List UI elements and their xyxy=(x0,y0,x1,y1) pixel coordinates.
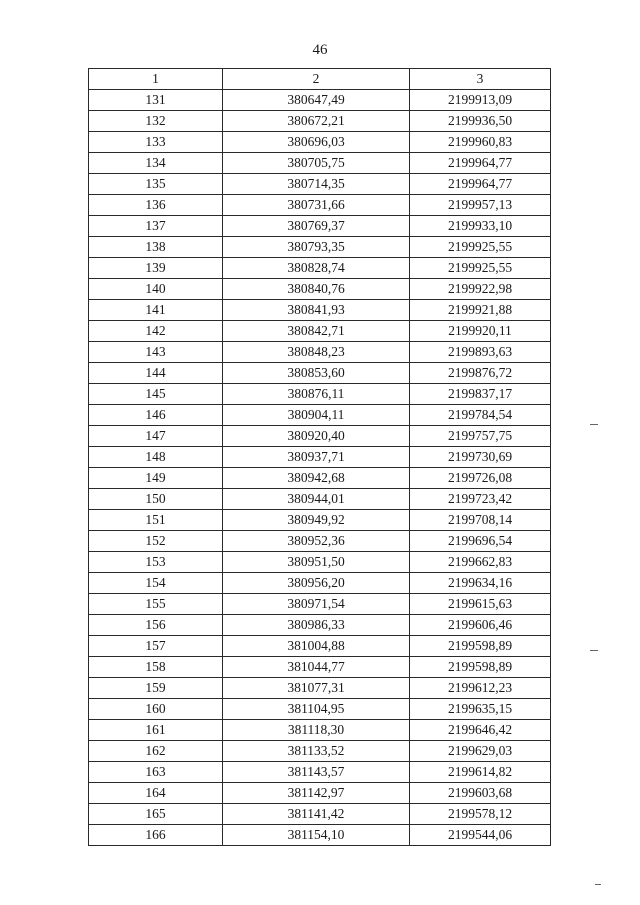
table-row xyxy=(89,237,551,258)
y-coordinate-cell: 2199913,09 xyxy=(410,90,551,111)
table-row xyxy=(89,258,551,279)
table-row xyxy=(89,552,551,573)
point-number-cell: 156 xyxy=(89,615,223,636)
x-coordinate-cell: 380841,93 xyxy=(223,300,410,321)
y-coordinate-cell: 2199893,63 xyxy=(410,342,551,363)
x-coordinate-cell: 381118,30 xyxy=(223,720,410,741)
point-number-cell: 149 xyxy=(89,468,223,489)
x-coordinate-cell: 380848,23 xyxy=(223,342,410,363)
y-coordinate-cell: 2199723,42 xyxy=(410,489,551,510)
y-coordinate-cell: 2199957,13 xyxy=(410,195,551,216)
table-row xyxy=(89,300,551,321)
table-row xyxy=(89,279,551,300)
coordinates-table xyxy=(88,68,551,846)
y-coordinate-cell: 2199603,68 xyxy=(410,783,551,804)
x-coordinate-cell: 380853,60 xyxy=(223,363,410,384)
table-row xyxy=(89,153,551,174)
x-coordinate-cell: 380949,92 xyxy=(223,510,410,531)
x-coordinate-cell: 380944,01 xyxy=(223,489,410,510)
point-number-cell: 141 xyxy=(89,300,223,321)
y-coordinate-cell: 2199921,88 xyxy=(410,300,551,321)
table-row xyxy=(89,216,551,237)
y-coordinate-cell: 2199920,11 xyxy=(410,321,551,342)
table-row xyxy=(89,384,551,405)
table-row xyxy=(89,510,551,531)
y-coordinate-cell: 2199696,54 xyxy=(410,531,551,552)
table-body xyxy=(89,90,551,846)
column-header: 2 xyxy=(223,69,410,90)
point-number-cell: 135 xyxy=(89,174,223,195)
y-coordinate-cell: 2199634,16 xyxy=(410,573,551,594)
x-coordinate-cell: 381044,77 xyxy=(223,657,410,678)
y-coordinate-cell: 2199544,06 xyxy=(410,825,551,846)
y-coordinate-cell: 2199784,54 xyxy=(410,405,551,426)
x-coordinate-cell: 380840,76 xyxy=(223,279,410,300)
edge-mark xyxy=(590,424,598,425)
table-row xyxy=(89,321,551,342)
x-coordinate-cell: 381143,57 xyxy=(223,762,410,783)
y-coordinate-cell: 2199936,50 xyxy=(410,111,551,132)
table-row xyxy=(89,405,551,426)
point-number-cell: 155 xyxy=(89,594,223,615)
point-number-cell: 139 xyxy=(89,258,223,279)
point-number-cell: 148 xyxy=(89,447,223,468)
y-coordinate-cell: 2199646,42 xyxy=(410,720,551,741)
page-number: 46 xyxy=(312,42,328,58)
point-number-cell: 150 xyxy=(89,489,223,510)
point-number-cell: 166 xyxy=(89,825,223,846)
table-row xyxy=(89,468,551,489)
y-coordinate-cell: 2199837,17 xyxy=(410,384,551,405)
y-coordinate-cell: 2199598,89 xyxy=(410,636,551,657)
edge-mark xyxy=(590,650,598,651)
y-coordinate-cell: 2199612,23 xyxy=(410,678,551,699)
y-coordinate-cell: 2199606,46 xyxy=(410,615,551,636)
y-coordinate-cell: 2199964,77 xyxy=(410,174,551,195)
y-coordinate-cell: 2199598,89 xyxy=(410,657,551,678)
x-coordinate-cell: 380937,71 xyxy=(223,447,410,468)
point-number-cell: 165 xyxy=(89,804,223,825)
table-row xyxy=(89,342,551,363)
table-row xyxy=(89,195,551,216)
point-number-cell: 134 xyxy=(89,153,223,174)
point-number-cell: 151 xyxy=(89,510,223,531)
table-row xyxy=(89,636,551,657)
y-coordinate-cell: 2199615,63 xyxy=(410,594,551,615)
x-coordinate-cell: 380951,50 xyxy=(223,552,410,573)
point-number-cell: 131 xyxy=(89,90,223,111)
y-coordinate-cell: 2199925,55 xyxy=(410,258,551,279)
table-row xyxy=(89,90,551,111)
point-number-cell: 161 xyxy=(89,720,223,741)
table-row xyxy=(89,783,551,804)
x-coordinate-cell: 380956,20 xyxy=(223,573,410,594)
table-row xyxy=(89,741,551,762)
x-coordinate-cell: 381004,88 xyxy=(223,636,410,657)
point-number-cell: 163 xyxy=(89,762,223,783)
point-number-cell: 162 xyxy=(89,741,223,762)
table-header-row xyxy=(89,69,551,90)
x-coordinate-cell: 381154,10 xyxy=(223,825,410,846)
y-coordinate-cell: 2199922,98 xyxy=(410,279,551,300)
table-row xyxy=(89,678,551,699)
y-coordinate-cell: 2199614,82 xyxy=(410,762,551,783)
table-row xyxy=(89,573,551,594)
x-coordinate-cell: 380672,21 xyxy=(223,111,410,132)
x-coordinate-cell: 381142,97 xyxy=(223,783,410,804)
table-row xyxy=(89,699,551,720)
y-coordinate-cell: 2199635,15 xyxy=(410,699,551,720)
table-row xyxy=(89,720,551,741)
point-number-cell: 132 xyxy=(89,111,223,132)
x-coordinate-cell: 380647,49 xyxy=(223,90,410,111)
table-row xyxy=(89,657,551,678)
y-coordinate-cell: 2199876,72 xyxy=(410,363,551,384)
point-number-cell: 137 xyxy=(89,216,223,237)
table-row xyxy=(89,426,551,447)
y-coordinate-cell: 2199662,83 xyxy=(410,552,551,573)
x-coordinate-cell: 380986,33 xyxy=(223,615,410,636)
point-number-cell: 146 xyxy=(89,405,223,426)
point-number-cell: 159 xyxy=(89,678,223,699)
table-row xyxy=(89,111,551,132)
table-row xyxy=(89,804,551,825)
x-coordinate-cell: 381141,42 xyxy=(223,804,410,825)
x-coordinate-cell: 380705,75 xyxy=(223,153,410,174)
point-number-cell: 154 xyxy=(89,573,223,594)
point-number-cell: 147 xyxy=(89,426,223,447)
x-coordinate-cell: 380920,40 xyxy=(223,426,410,447)
x-coordinate-cell: 380904,11 xyxy=(223,405,410,426)
y-coordinate-cell: 2199726,08 xyxy=(410,468,551,489)
point-number-cell: 145 xyxy=(89,384,223,405)
table-row xyxy=(89,132,551,153)
point-number-cell: 142 xyxy=(89,321,223,342)
table-row xyxy=(89,489,551,510)
point-number-cell: 164 xyxy=(89,783,223,804)
x-coordinate-cell: 380696,03 xyxy=(223,132,410,153)
table-row xyxy=(89,615,551,636)
y-coordinate-cell: 2199757,75 xyxy=(410,426,551,447)
y-coordinate-cell: 2199933,10 xyxy=(410,216,551,237)
point-number-cell: 133 xyxy=(89,132,223,153)
point-number-cell: 158 xyxy=(89,657,223,678)
x-coordinate-cell: 381104,95 xyxy=(223,699,410,720)
y-coordinate-cell: 2199578,12 xyxy=(410,804,551,825)
y-coordinate-cell: 2199730,69 xyxy=(410,447,551,468)
column-header: 1 xyxy=(89,69,223,90)
x-coordinate-cell: 380828,74 xyxy=(223,258,410,279)
table-row xyxy=(89,762,551,783)
y-coordinate-cell: 2199964,77 xyxy=(410,153,551,174)
y-coordinate-cell: 2199708,14 xyxy=(410,510,551,531)
x-coordinate-cell: 381077,31 xyxy=(223,678,410,699)
x-coordinate-cell: 380769,37 xyxy=(223,216,410,237)
x-coordinate-cell: 380793,35 xyxy=(223,237,410,258)
point-number-cell: 136 xyxy=(89,195,223,216)
table-row xyxy=(89,174,551,195)
x-coordinate-cell: 380842,71 xyxy=(223,321,410,342)
edge-mark xyxy=(595,884,601,885)
x-coordinate-cell: 380971,54 xyxy=(223,594,410,615)
y-coordinate-cell: 2199925,55 xyxy=(410,237,551,258)
point-number-cell: 153 xyxy=(89,552,223,573)
point-number-cell: 143 xyxy=(89,342,223,363)
point-number-cell: 160 xyxy=(89,699,223,720)
x-coordinate-cell: 381133,52 xyxy=(223,741,410,762)
table-row xyxy=(89,825,551,846)
column-header: 3 xyxy=(410,69,551,90)
point-number-cell: 144 xyxy=(89,363,223,384)
table-row xyxy=(89,447,551,468)
table-row xyxy=(89,363,551,384)
table-row xyxy=(89,531,551,552)
point-number-cell: 157 xyxy=(89,636,223,657)
x-coordinate-cell: 380942,68 xyxy=(223,468,410,489)
y-coordinate-cell: 2199629,03 xyxy=(410,741,551,762)
point-number-cell: 152 xyxy=(89,531,223,552)
table-row xyxy=(89,594,551,615)
x-coordinate-cell: 380952,36 xyxy=(223,531,410,552)
x-coordinate-cell: 380714,35 xyxy=(223,174,410,195)
x-coordinate-cell: 380876,11 xyxy=(223,384,410,405)
x-coordinate-cell: 380731,66 xyxy=(223,195,410,216)
point-number-cell: 140 xyxy=(89,279,223,300)
point-number-cell: 138 xyxy=(89,237,223,258)
y-coordinate-cell: 2199960,83 xyxy=(410,132,551,153)
